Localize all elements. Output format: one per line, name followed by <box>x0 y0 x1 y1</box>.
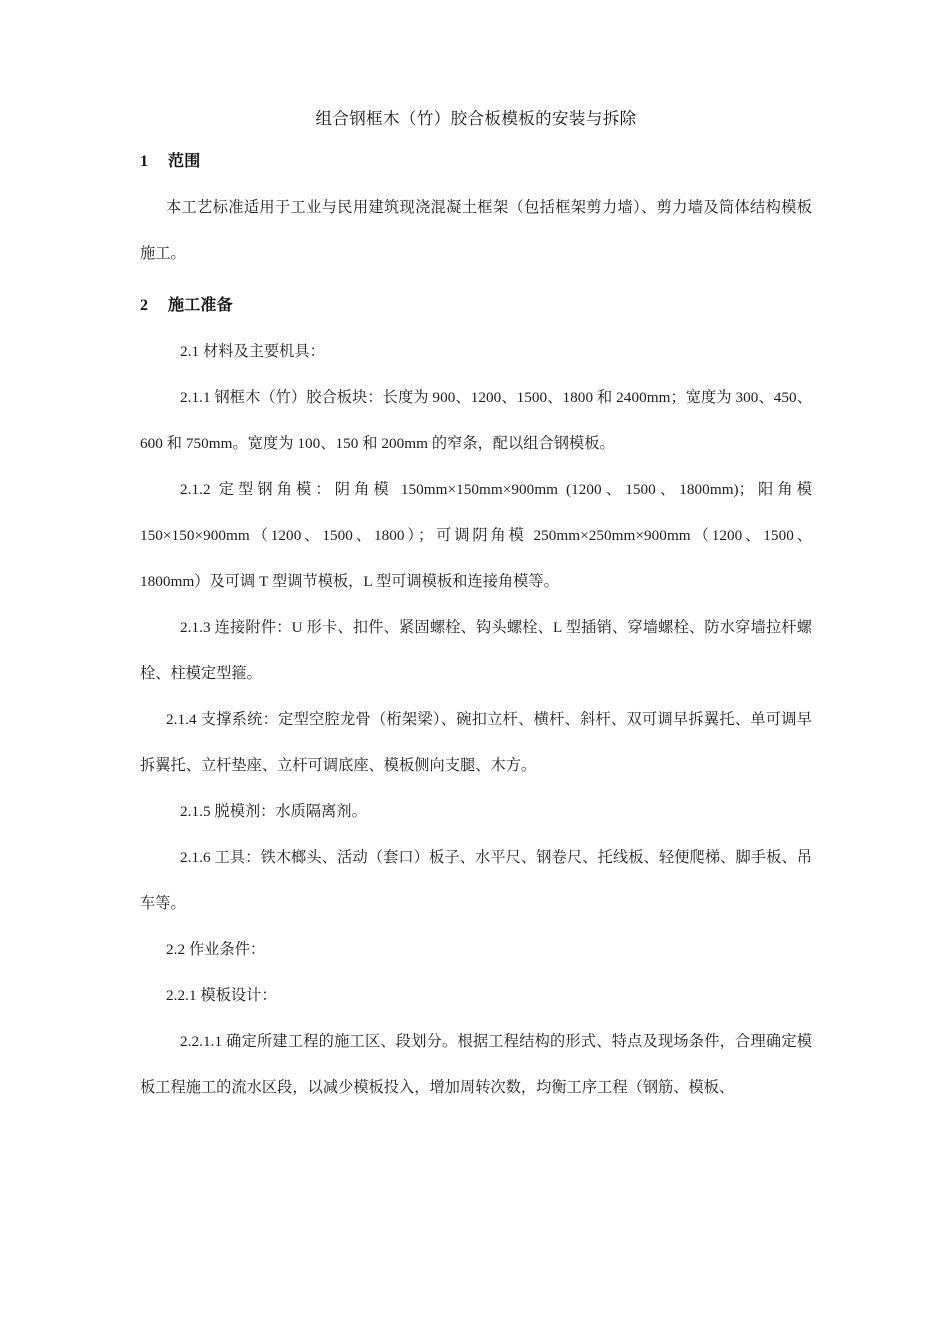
heading-section-1 <box>140 147 812 177</box>
paragraph-2-1-4: 2.1.4 支撑系统：定型空腔龙骨（桁架梁）、碗扣立杆、横杆、斜杆、双可调早拆翼托、单可调早拆翼托、立杆垫座、立杆可调底座、模板侧向支腿、木方。 <box>140 711 812 774</box>
document-content <box>140 105 812 1111</box>
paragraph-2-1-6: 2.1.6 工具：铁木榔头、活动（套口）板子、水平尺、钢卷尺、托线板、轻便爬梯、脚手板、吊车等。 <box>140 849 812 912</box>
document-title: 组合钢框木（竹）胶合板模板的安装与拆除 <box>315 109 637 128</box>
paragraph-2-2-1: 2.2.1 模板设计： <box>166 987 277 1004</box>
spacer <box>140 277 812 291</box>
heading-number-2: 2 <box>140 297 149 314</box>
paragraph-2-1-1: 2.1.1 钢框木（竹）胶合板块：长度为 900、1200、1500、1800 和 2400mm；宽度为 300、450、600 和 750mm。宽度为 100、150 和 200mm 的窄条，配以组合钢模板。 <box>140 389 812 452</box>
heading-text-2: 施工准备 <box>168 297 233 314</box>
heading-text-1: 范围 <box>168 153 201 170</box>
paragraph-2-2: 2.2 作业条件： <box>166 941 266 958</box>
paragraph-scope: 本工艺标准适用于工业与民用建筑现浇混凝土框架（包括框架剪力墙）、剪力墙及筒体结构模板施工。 <box>140 199 812 262</box>
spacer <box>140 177 812 185</box>
paragraph-2-1-3: 2.1.3 连接附件：U 形卡、扣件、紧固螺栓、钩头螺栓、L 型插销、穿墙螺栓、防水穿墙拉杆螺栓、柱模定型箍。 <box>140 619 812 682</box>
spacer <box>140 321 812 329</box>
paragraph-2-1-5: 2.1.5 脱模剂：水质隔离剂。 <box>180 803 367 820</box>
paragraph-2-1: 2.1 材料及主要机具： <box>180 343 325 360</box>
paragraph-2-2-1-1: 2.2.1.1 确定所建工程的施工区、段划分。根据工程结构的形式、特点及现场条件，合理确定模板工程施工的流水区段，以减少模板投入，增加周转次数，均衡工序工程（钢筋、模板、 <box>140 1033 812 1096</box>
heading-number-1: 1 <box>140 153 149 170</box>
heading-section-2 <box>140 291 812 321</box>
paragraph-2-1-2: 2.1.2 定型钢角模：阴角模 150mm×150mm×900mm (1200、1500、1800mm)；阳角模 150×150×900mm（1200、1500、1800）；可调阴角模 250mm×250mm×900mm（1200、1500、1800mm）及可调 T 型调节模板，L 型可调模板和连接角模等。 <box>140 481 812 590</box>
